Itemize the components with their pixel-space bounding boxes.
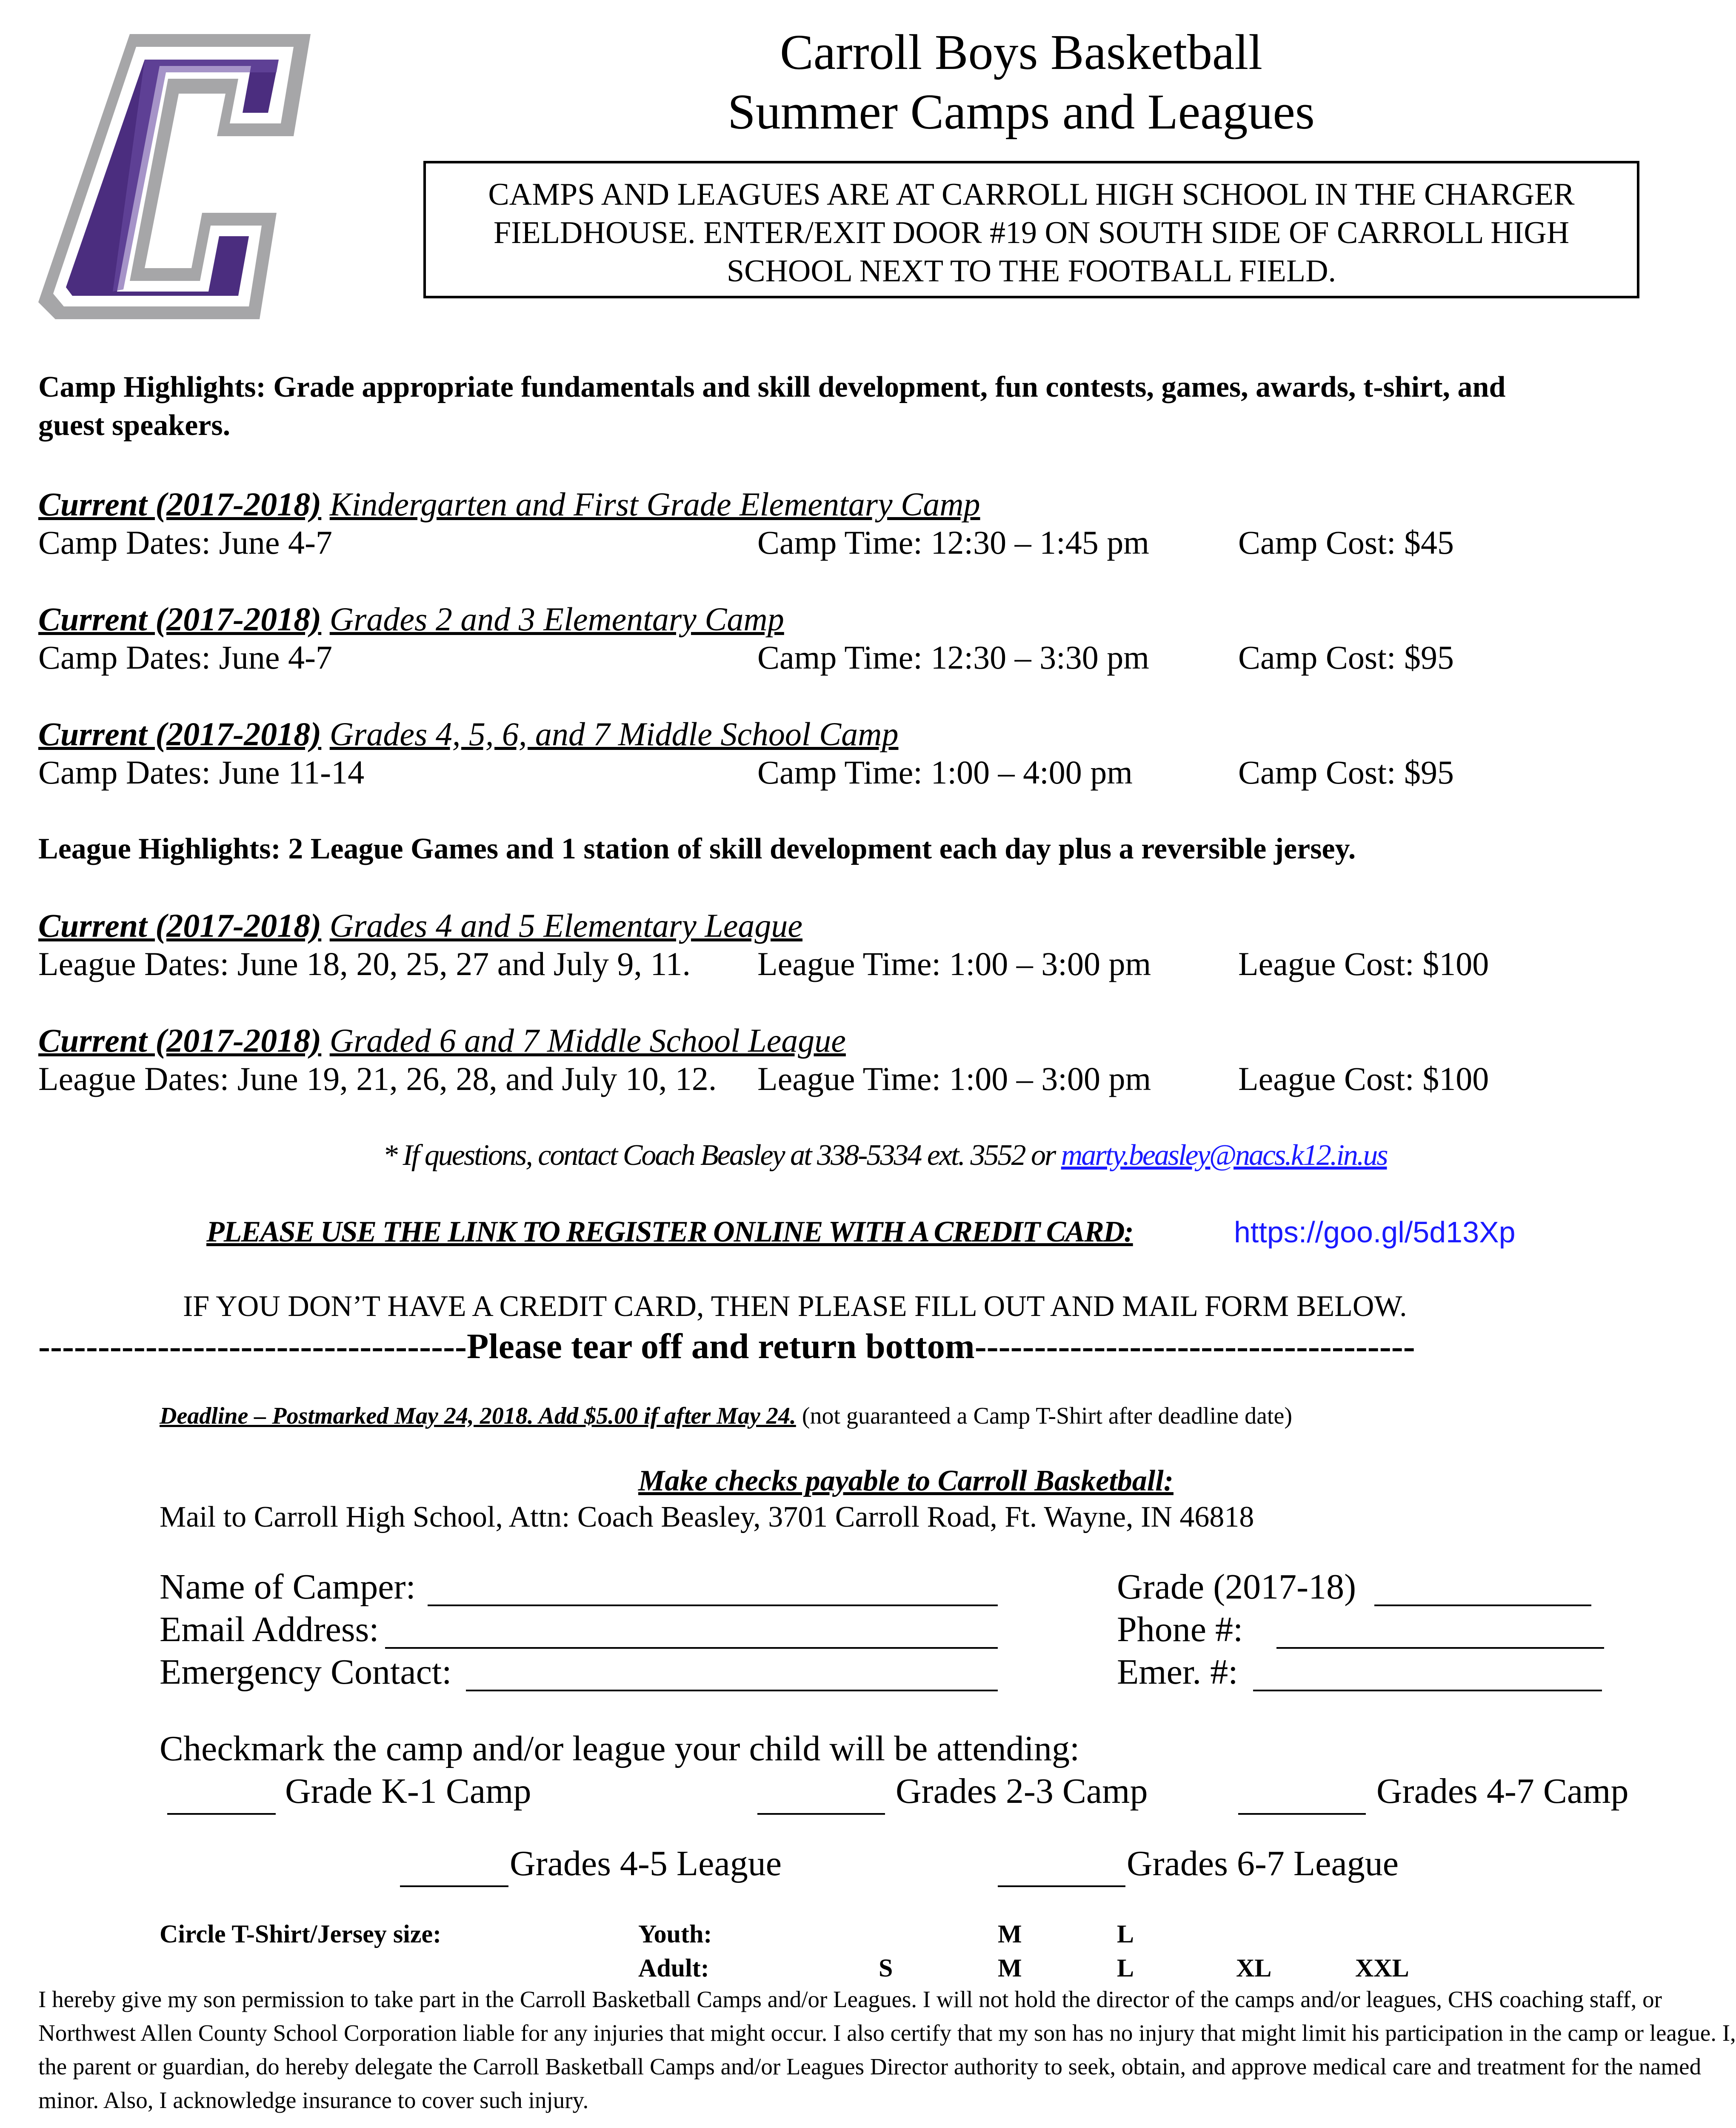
adult-size-m[interactable]: M	[998, 1954, 1022, 1982]
title-line-2: Summer Camps and Leagues	[728, 84, 1315, 140]
register-instruction: PLEASE USE THE LINK TO REGISTER ONLINE WITH A CREDIT CARD:	[206, 1216, 1133, 1248]
league-time: League Time: 1:00 – 3:00 pm	[757, 945, 1151, 982]
camp-time: Camp Time: 12:30 – 1:45 pm	[757, 524, 1149, 561]
deadline-line: Deadline – Postmarked May 24, 2018. Add $5.00 if after May 24. (not guaranteed a Camp T-Shirt after deadline date)	[160, 1403, 1293, 1429]
option-grades-4-5-league: Grades 4-5 League	[510, 1844, 782, 1883]
emergency-contact-label: Emergency Contact:	[160, 1652, 452, 1692]
adult-size-xl[interactable]: XL	[1236, 1954, 1272, 1982]
camp-dates: Camp Dates: June 4-7	[38, 639, 333, 676]
camp-cost: Camp Cost: $95	[1238, 754, 1454, 791]
k1-checkbox-line[interactable]	[167, 1813, 276, 1815]
name-of-camper-label: Name of Camper:	[160, 1567, 416, 1607]
grade-field[interactable]	[1374, 1605, 1591, 1606]
emergency-contact-field[interactable]	[466, 1690, 998, 1691]
location-notice-box	[423, 161, 1639, 298]
carroll-c-logo	[38, 30, 311, 323]
league-highlights: League Highlights: 2 League Games and 1 station of skill development each day plus a reversible jersey.	[38, 832, 1356, 865]
youth-size-l[interactable]: L	[1117, 1920, 1134, 1948]
option-k1-camp: Grade K-1 Camp	[285, 1771, 531, 1811]
no-credit-card-note: IF YOU DON’T HAVE A CREDIT CARD, THEN PLEASE FILL OUT AND MAIL FORM BELOW.	[183, 1290, 1407, 1323]
checks-payable: Make checks payable to Carroll Basketball:	[638, 1464, 1174, 1497]
size-label: Circle T-Shirt/Jersey size:	[160, 1920, 442, 1948]
youth-size-m[interactable]: M	[998, 1920, 1022, 1948]
name-of-camper-field[interactable]	[428, 1605, 998, 1606]
contact-line: * If questions, contact Coach Beasley at 338-5334 ext. 3552 or marty.beasley@nacs.k12.in.us	[383, 1139, 1387, 1172]
notice-line: CAMPS AND LEAGUES ARE AT CARROLL HIGH SCHOOL IN THE CHARGER	[488, 177, 1575, 212]
league-dates: League Dates: June 19, 21, 26, 28, and July 10, 12.	[38, 1060, 717, 1097]
option-grades-6-7-league: Grades 6-7 League	[1127, 1844, 1399, 1883]
league-cost: League Cost: $100	[1238, 1060, 1489, 1097]
g45-league-checkbox-line[interactable]	[400, 1885, 508, 1887]
grade-label: Grade (2017-18)	[1117, 1567, 1356, 1607]
adult-size-s[interactable]: S	[879, 1954, 893, 1982]
g67-league-checkbox-line[interactable]	[998, 1885, 1125, 1887]
camp-heading: Current (2017-2018) Grades 4, 5, 6, and 7 Middle School Camp	[38, 715, 899, 752]
adult-size-l[interactable]: L	[1117, 1954, 1134, 1982]
emer-number-label: Emer. #:	[1117, 1652, 1238, 1692]
notice-line: FIELDHOUSE. ENTER/EXIT DOOR #19 ON SOUTH SIDE OF CARROLL HIGH	[493, 215, 1570, 250]
camp-highlights: Camp Highlights: Grade appropriate fundamentals and skill development, fun contests, games, awards, t-shirt, and	[38, 371, 1506, 403]
camp-cost: Camp Cost: $45	[1238, 524, 1454, 561]
g47-checkbox-line[interactable]	[1238, 1813, 1366, 1815]
tear-off-line: ------------------------------------Please tear off and return bottom-------------------------------------	[38, 1327, 1415, 1366]
camp-heading: Current (2017-2018) Kindergarten and First Grade Elementary Camp	[38, 486, 980, 523]
camp-time: Camp Time: 12:30 – 3:30 pm	[757, 639, 1149, 676]
contact-email-link[interactable]: marty.beasley@nacs.k12.in.us	[1061, 1139, 1387, 1172]
phone-field[interactable]	[1276, 1647, 1604, 1649]
g23-checkbox-line[interactable]	[757, 1813, 885, 1815]
camp-dates: Camp Dates: June 11-14	[38, 754, 365, 791]
checkmark-prompt: Checkmark the camp and/or league your child will be attending:	[160, 1729, 1080, 1768]
register-link[interactable]: https://goo.gl/5d13Xp	[1234, 1216, 1516, 1249]
option-grades-4-7-camp: Grades 4-7 Camp	[1376, 1771, 1629, 1811]
title-line-1: Carroll Boys Basketball	[780, 24, 1262, 80]
youth-label: Youth:	[638, 1920, 712, 1948]
camp-heading: Current (2017-2018) Grades 2 and 3 Elementary Camp	[38, 601, 784, 638]
email-address-label: Email Address:	[160, 1610, 379, 1649]
league-heading: Current (2017-2018) Graded 6 and 7 Middle School League	[38, 1022, 846, 1059]
camp-dates: Camp Dates: June 4-7	[38, 524, 333, 561]
option-grades-2-3-camp: Grades 2-3 Camp	[896, 1771, 1148, 1811]
league-time: League Time: 1:00 – 3:00 pm	[757, 1060, 1151, 1097]
camp-time: Camp Time: 1:00 – 4:00 pm	[757, 754, 1133, 791]
notice-line: SCHOOL NEXT TO THE FOOTBALL FIELD.	[726, 254, 1336, 289]
adult-label: Adult:	[638, 1954, 709, 1982]
camp-cost: Camp Cost: $95	[1238, 639, 1454, 676]
email-address-field[interactable]	[385, 1647, 998, 1649]
adult-size-xxl[interactable]: XXL	[1355, 1954, 1409, 1982]
league-dates: League Dates: June 18, 20, 25, 27 and July 9, 11.	[38, 945, 691, 982]
mail-to-address: Mail to Carroll High School, Attn: Coach Beasley, 3701 Carroll Road, Ft. Wayne, IN 46818	[160, 1501, 1254, 1533]
league-heading: Current (2017-2018) Grades 4 and 5 Elementary League	[38, 907, 803, 944]
phone-label: Phone #:	[1117, 1610, 1243, 1649]
camp-highlights-cont: guest speakers.	[38, 409, 231, 442]
league-cost: League Cost: $100	[1238, 945, 1489, 982]
waiver-text: I hereby give my son permission to take part in the Carroll Basketball Camps and/or Leagues. I will not hold the director of the camps and/or leagues, CHS coaching staff, or Northwest Allen County School Corporation liable for any injuries that might occur. I also certify that my son has no injury that might limit his participation in the camp or league. I, the parent or guardian, do hereby delegate the Carroll Basketball Camps and/or Leagues Director authority to seek, obtain, and approve medical care and treatment for the named minor. Also, I acknowledge insurance to cover such injury.	[38, 1986, 1736, 2113]
emer-number-field[interactable]	[1253, 1690, 1602, 1691]
